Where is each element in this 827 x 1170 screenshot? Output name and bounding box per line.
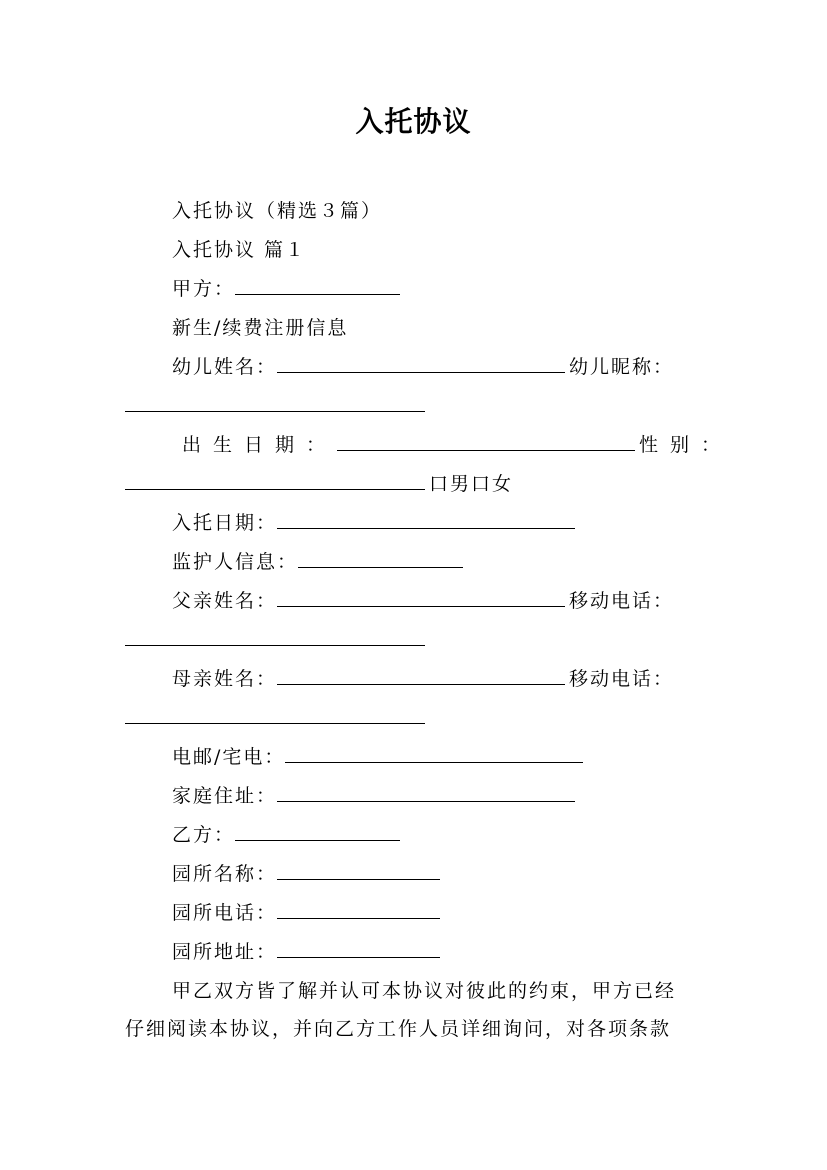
mother-mobile-row [125,705,429,731]
kg-phone-row [172,900,444,926]
address-blank[interactable] [277,783,575,802]
child-nickname-blank[interactable] [125,393,425,412]
party-a-row [172,276,404,302]
agreement-paragraph [125,972,705,1048]
birth-date-row [182,432,732,458]
child-nickname-row [125,393,429,419]
father-mobile-blank[interactable] [125,627,425,646]
mother-name-label: 母亲姓名： [172,668,278,690]
paragraph-line-2: 仔细阅读本协议，并向乙方工作人员详细询问，对各项条款 [125,1018,672,1040]
father-name-label: 父亲姓名： [172,590,278,612]
kg-address-blank[interactable] [277,939,440,958]
party-a-label: 甲方： [172,278,236,300]
mother-mobile-blank[interactable] [125,705,425,724]
paragraph-line-1: 甲乙双方皆了解并认可本协议对彼此的约束，甲方已经 [172,980,677,1002]
gender-blank[interactable] [125,471,425,490]
document-title: 入托协议 [355,105,472,138]
guardian-blank[interactable] [298,549,463,568]
guardian-label: 监护人信息： [172,551,299,573]
email-phone-label: 电邮/宅电： [172,746,286,768]
kg-phone-label: 园所电话： [172,902,278,924]
gender-row [125,471,513,497]
father-mobile-row [125,627,429,653]
party-b-row [172,822,404,848]
collection-title: 入托协议（精选３篇） [172,200,383,222]
entry-date-row [172,510,579,536]
section-heading: 入托协议 篇１ [172,239,307,261]
party-a-blank[interactable] [235,276,400,295]
kg-name-blank[interactable] [277,861,440,880]
party-b-blank[interactable] [235,822,400,841]
mother-mobile-label: 移动电话： [569,668,675,690]
kg-address-label: 园所地址： [172,941,278,963]
guardian-row [172,549,467,575]
child-nickname-label: 幼儿昵称： [569,356,675,378]
entry-date-blank[interactable] [277,510,575,529]
gender-options[interactable]: 口男口女 [429,473,514,495]
father-name-blank[interactable] [277,588,565,607]
child-name-blank[interactable] [277,354,565,373]
birth-date-blank[interactable] [337,432,635,451]
party-b-label: 乙方： [172,824,236,846]
address-row [172,783,579,809]
kg-phone-blank[interactable] [277,900,440,919]
mother-name-blank[interactable] [277,666,565,685]
kg-name-label: 园所名称： [172,863,278,885]
registration-heading: 新生/续费注册信息 [172,317,349,339]
birth-date-label: 出生日期： [182,434,338,456]
gender-label: 性别： [639,434,733,456]
email-phone-blank[interactable] [285,744,583,763]
father-row [172,588,674,614]
mother-row [172,666,674,692]
email-phone-row [172,744,587,770]
address-label: 家庭住址： [172,785,278,807]
child-name-label: 幼儿姓名： [172,356,278,378]
kg-name-row [172,861,444,887]
father-mobile-label: 移动电话： [569,590,675,612]
kg-address-row [172,939,444,965]
child-name-row [172,354,674,380]
entry-date-label: 入托日期： [172,512,278,534]
